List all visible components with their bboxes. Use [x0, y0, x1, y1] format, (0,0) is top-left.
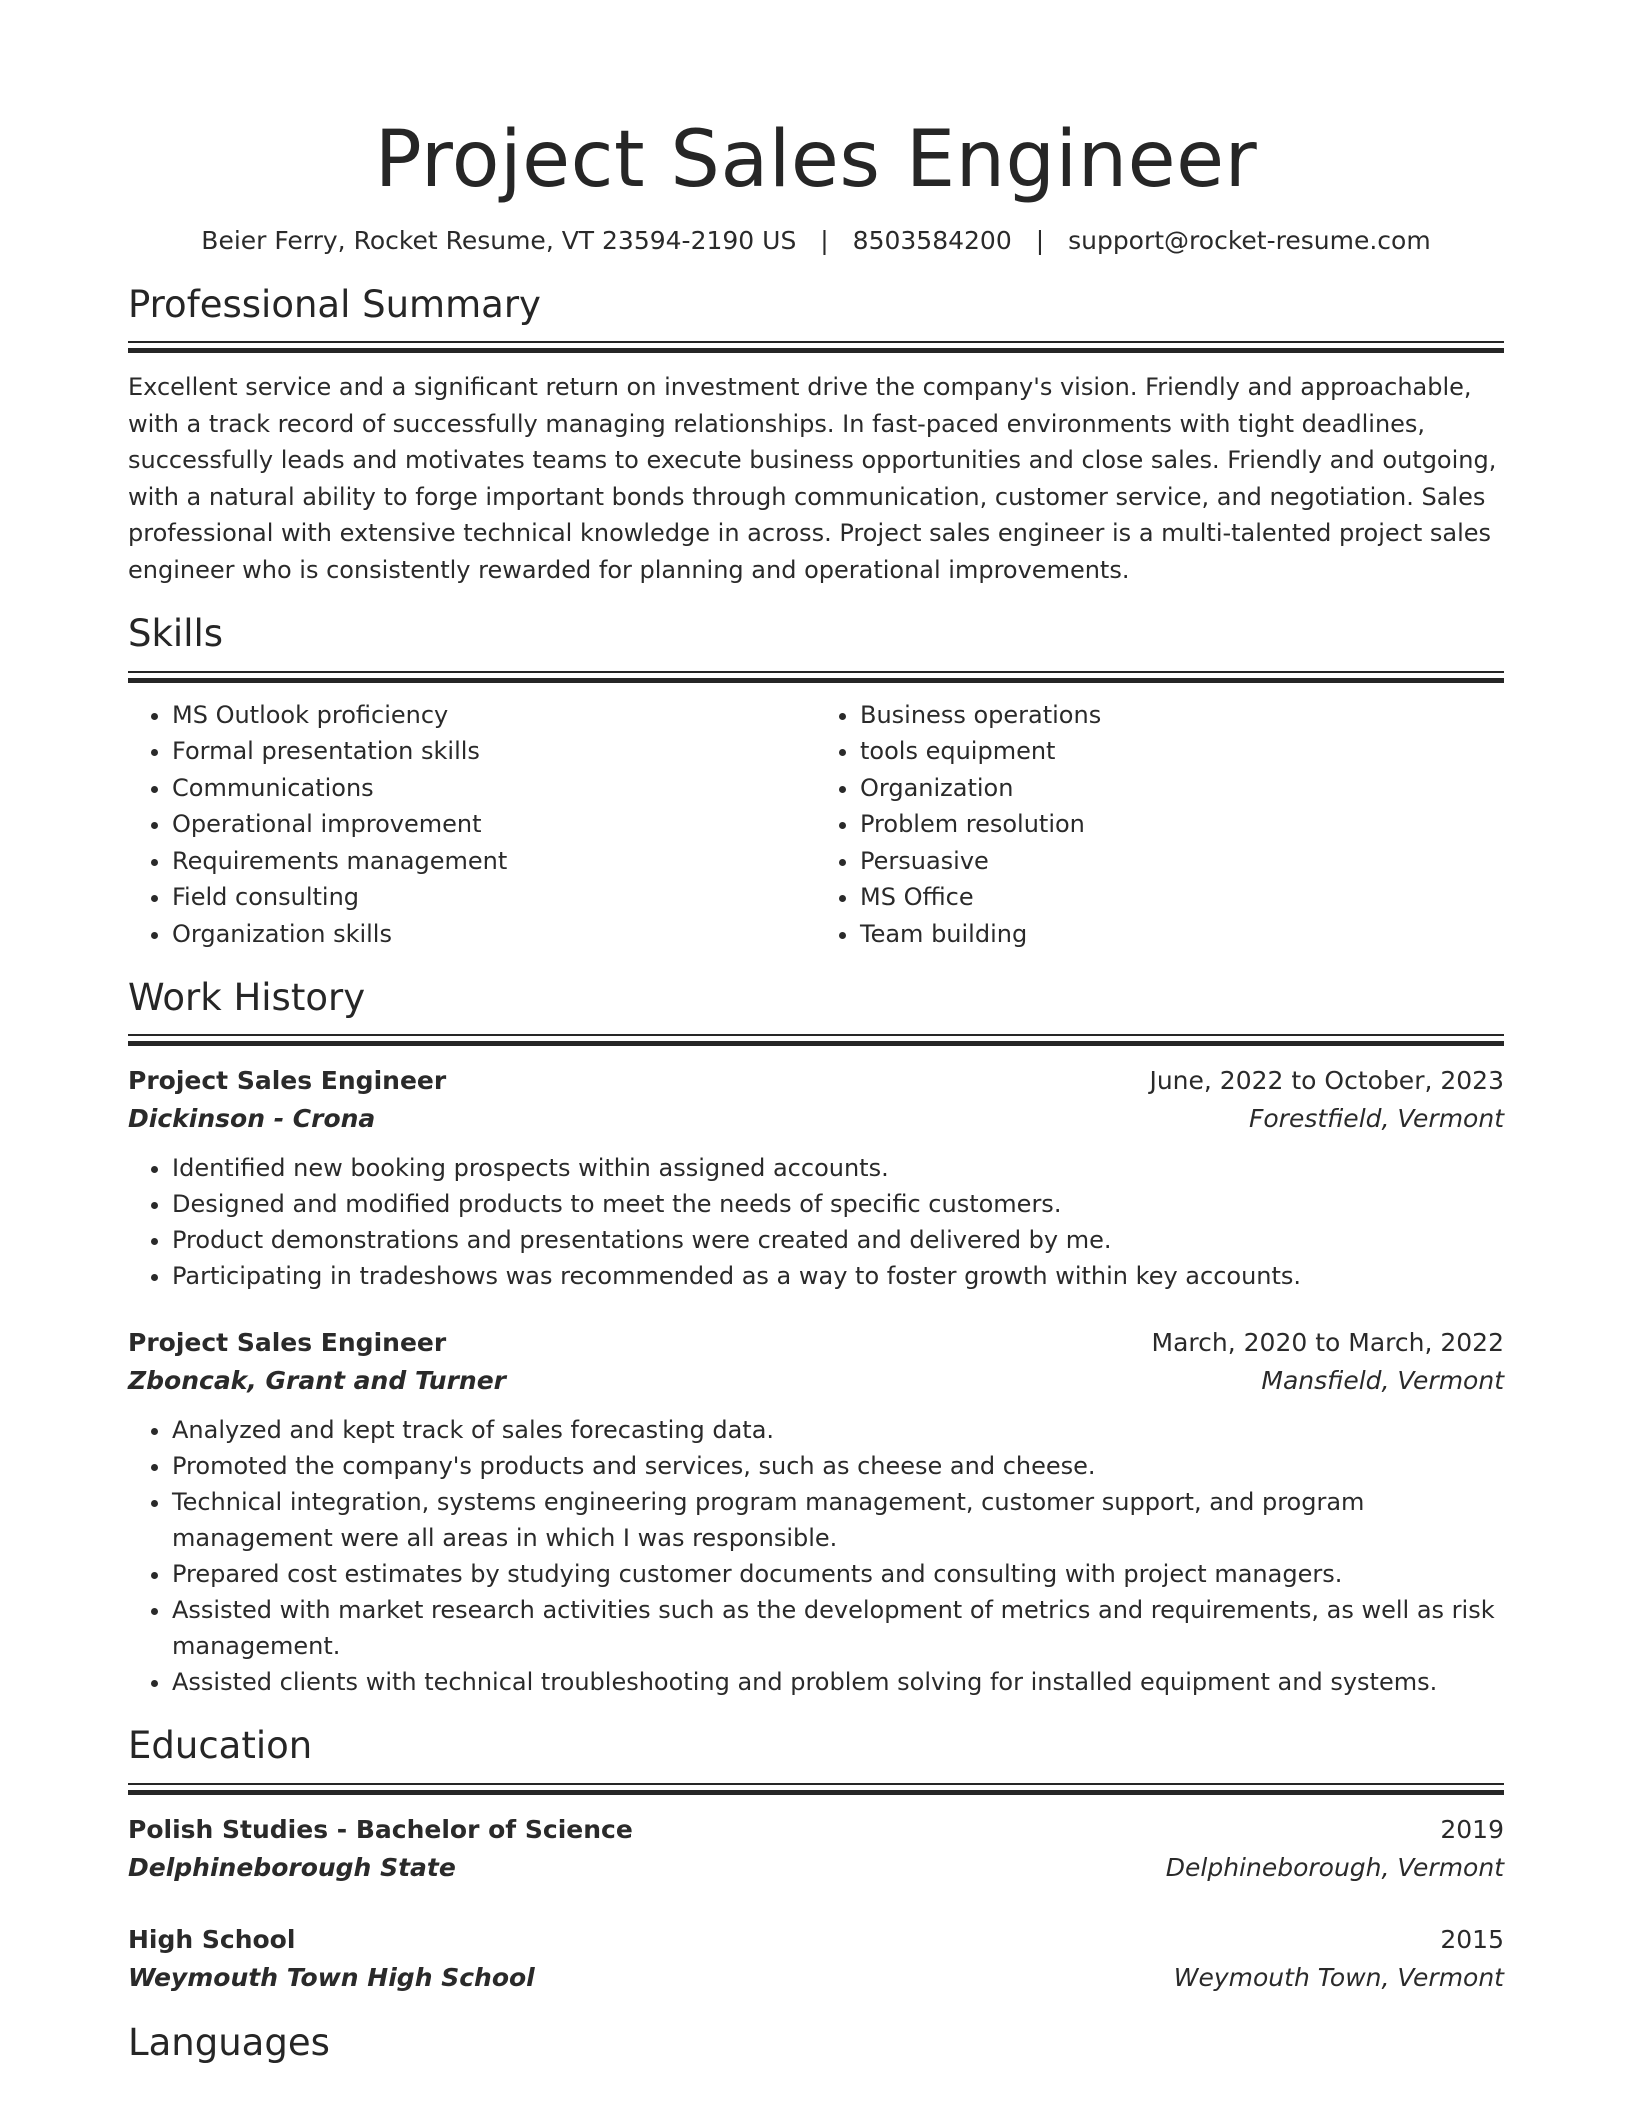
- job-location: Mansfield, Vermont: [1261, 1366, 1504, 1396]
- job-title: Project Sales Engineer: [128, 1066, 447, 1096]
- skills-columns: [128, 697, 1504, 953]
- job-title: Project Sales Engineer: [128, 1328, 447, 1358]
- section-divider: [128, 671, 1504, 685]
- education-degree: High School: [128, 1924, 296, 1954]
- skill-item: • tools equipment: [860, 733, 1504, 770]
- education-location: Weymouth Town, Vermont: [1173, 1962, 1504, 1992]
- section-divider: [128, 1783, 1504, 1797]
- skill-item: • Business operations: [860, 697, 1504, 734]
- section-divider: [128, 341, 1504, 355]
- skill-item: • MS Outlook proficiency: [172, 697, 816, 734]
- skill-item: • Team building: [860, 916, 1504, 953]
- work-section: [128, 976, 1504, 1700]
- job-header: [128, 1324, 1504, 1362]
- skill-item: • Organization: [860, 770, 1504, 807]
- education-entry: [128, 1811, 1504, 1887]
- education-year: 2015: [1440, 1924, 1504, 1954]
- skills-heading: Skills: [128, 612, 224, 656]
- job-entry: [128, 1062, 1504, 1294]
- job-bullet: • Prepared cost estimates by studying customer documents and consulting with project managers.: [172, 1556, 1504, 1592]
- job-location: Forestfield, Vermont: [1249, 1104, 1504, 1134]
- skills-list-left: [128, 697, 816, 953]
- job-bullets: [128, 1150, 1504, 1294]
- work-heading: Work History: [128, 976, 366, 1020]
- job-bullet: • Analyzed and kept track of sales forecasting data.: [172, 1412, 1504, 1448]
- languages-heading: Languages: [128, 2020, 330, 2064]
- education-degree: Polish Studies - Bachelor of Science: [128, 1814, 633, 1844]
- contact-address: Beier Ferry, Rocket Resume, VT 23594-2190 US: [201, 225, 797, 255]
- job-bullet: • Technical integration, systems engineering program management, customer support, and program management were all areas in which I was responsible.: [172, 1484, 1504, 1556]
- education-school: Delphineborough State: [128, 1852, 456, 1882]
- skills-list-right: [816, 697, 1504, 953]
- education-location: Delphineborough, Vermont: [1165, 1852, 1504, 1882]
- job-company: Dickinson - Crona: [128, 1104, 376, 1134]
- job-bullet: • Assisted clients with technical troubleshooting and problem solving for installed equipment and systems.: [172, 1664, 1504, 1700]
- job-dates: June, 2022 to October, 2023: [1149, 1066, 1504, 1096]
- job-bullet: • Product demonstrations and presentations were created and delivered by me.: [172, 1222, 1504, 1258]
- job-bullet: • Designed and modified products to meet the needs of specific customers.: [172, 1186, 1504, 1222]
- skills-section: [128, 612, 1504, 952]
- job-bullets: [128, 1412, 1504, 1700]
- job-bullet: • Assisted with market research activities such as the development of metrics and requirements, as well as risk management.: [172, 1592, 1504, 1664]
- section-divider: [128, 1034, 1504, 1048]
- education-header: [128, 1921, 1504, 1959]
- education-subheader: [128, 1959, 1504, 1997]
- skill-item: • Problem resolution: [860, 806, 1504, 843]
- job-bullet: • Promoted the company's products and services, such as cheese and cheese.: [172, 1448, 1504, 1484]
- skill-item: • Requirements management: [172, 843, 816, 880]
- skill-item: • Communications: [172, 770, 816, 807]
- skill-item: • MS Office: [860, 879, 1504, 916]
- skill-item: • Persuasive: [860, 843, 1504, 880]
- education-year: 2019: [1440, 1814, 1504, 1844]
- job-bullet: • Identified new booking prospects within assigned accounts.: [172, 1150, 1504, 1186]
- contact-line: [128, 226, 1504, 255]
- summary-heading: Professional Summary: [128, 282, 541, 326]
- job-header: [128, 1062, 1504, 1100]
- summary-text: Excellent service and a significant return on investment drive the company's vision. Friendly and approachable, with a track record of successfully managing relationships. In fast-paced environments with tight deadlines, successfully leads and motivates teams to execute business opportunities and close sales. Friendly and outgoing, with a natural ability to forge important bonds through communication, customer service, and negotiation. Sales professional with extensive technical knowledge in across. Project sales engineer is a multi-talented project sales engineer who is consistently rewarded for planning and operational improvements.: [128, 373, 1497, 584]
- job-subheader: [128, 1362, 1504, 1400]
- education-heading: Education: [128, 1724, 313, 1768]
- job-subheader: [128, 1100, 1504, 1138]
- skill-item: • Formal presentation skills: [172, 733, 816, 770]
- education-entry: [128, 1921, 1504, 1997]
- education-subheader: [128, 1849, 1504, 1887]
- education-section: [128, 1724, 1504, 1996]
- education-header: [128, 1811, 1504, 1849]
- skill-item: • Operational improvement: [172, 806, 816, 843]
- contact-separator: |: [1035, 225, 1045, 255]
- summary-section: [128, 283, 1504, 588]
- skill-item: • Field consulting: [172, 879, 816, 916]
- job-company: Zboncak, Grant and Turner: [128, 1366, 506, 1396]
- job-dates: March, 2020 to March, 2022: [1151, 1328, 1504, 1358]
- resume-name: Project Sales Engineer: [374, 115, 1258, 205]
- contact-email: support@rocket-resume.com: [1068, 225, 1431, 255]
- resume-page: [128, 0, 1504, 2065]
- contact-separator: |: [820, 225, 829, 255]
- education-school: Weymouth Town High School: [128, 1962, 535, 1992]
- skill-item: • Organization skills: [172, 916, 816, 953]
- job-entry: [128, 1324, 1504, 1700]
- job-bullet: • Participating in tradeshows was recommended as a way to foster growth within key accounts.: [172, 1258, 1504, 1294]
- contact-phone: 8503584200: [852, 225, 1012, 255]
